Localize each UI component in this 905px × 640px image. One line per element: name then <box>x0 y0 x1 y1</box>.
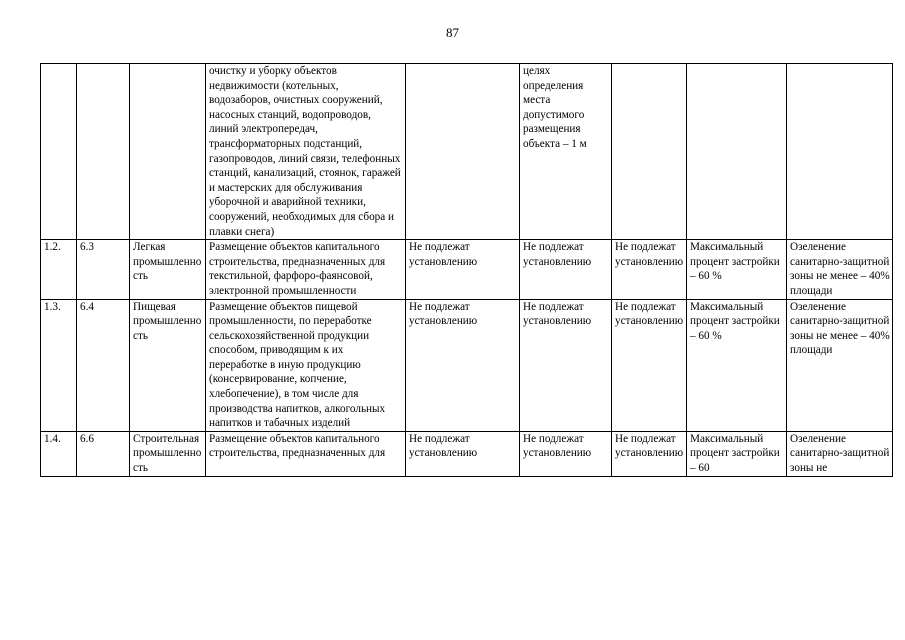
coverage-text: Максимальный процент застройки – 60 <box>690 432 780 475</box>
plot-size <box>406 64 520 240</box>
floors <box>612 431 687 476</box>
coverage: Максимальный процент застройки – 60 % <box>687 240 787 299</box>
row-number <box>41 64 77 240</box>
table-row <box>41 240 893 299</box>
setback <box>520 431 612 476</box>
plot-size-text: Не подлежат установлению <box>409 432 478 460</box>
other-params: Озеленение санитарно-защитной зоны не менее – 40% площади <box>787 299 893 431</box>
use-code <box>77 431 130 476</box>
coverage: Максимальный процент застройки – 60 % <box>687 299 787 431</box>
other-params-text: Озеленение санитарно-защитной зоны не <box>790 432 890 475</box>
other-params <box>787 64 893 240</box>
floors: Не подлежат установлению <box>612 299 687 431</box>
use-code: 6.4 <box>77 299 130 431</box>
floors-text: Не подлежат установлению <box>615 432 684 460</box>
use-name: Легкая промышленность <box>130 240 206 299</box>
use-name-text: Строительная промышленность <box>133 432 202 475</box>
setback-text: Не подлежат установлению <box>523 432 592 460</box>
other-params: Озеленение санитарно-защитной зоны не менее – 40% площади <box>787 240 893 299</box>
coverage <box>687 64 787 240</box>
use-description-text: Размещение объектов капитального строительства, предназначенных для <box>209 432 386 460</box>
row-number: 1.2. <box>41 240 77 299</box>
coverage <box>687 431 787 476</box>
use-code-text: 6.6 <box>80 432 94 445</box>
row-number-text: 1.4. <box>44 432 61 445</box>
use-code: 6.3 <box>77 240 130 299</box>
page-number: 87 <box>446 25 459 40</box>
use-name <box>130 64 206 240</box>
table-row <box>41 431 893 476</box>
use-description: Размещение объектов пищевой промышленности, по переработке сельскохозяйственной продукции способом, приводящим к их переработке в иную продукцию (консервирование, копчение, хлебопечение), в том числе для производства напитков, алкогольных напитков и табачных изделий <box>206 299 406 431</box>
setback: Не подлежат установлению <box>520 299 612 431</box>
row-number <box>41 431 77 476</box>
use-name: Пищевая промышленность <box>130 299 206 431</box>
use-description: Размещение объектов капитального строительства, предназначенных для текстильной, фарфоро-фаянсовой, электронной промышленности <box>206 240 406 299</box>
other-params <box>787 431 893 476</box>
floors <box>612 64 687 240</box>
use-description <box>206 431 406 476</box>
setback: Не подлежат установлению <box>520 240 612 299</box>
table-row <box>41 64 893 240</box>
table-row <box>41 299 893 431</box>
zoning-table <box>40 63 893 477</box>
plot-size: Не подлежат установлению <box>406 240 520 299</box>
plot-size <box>406 431 520 476</box>
use-description: очистку и уборку объектов недвижимости (котельных, водозаборов, очистных сооружений, насосных станций, водопроводов, линий электропередач, трансформаторных подстанций, газопроводов, линий связи, телефонных станций, канализаций, стоянок, гаражей и мастерских для обслуживания уборочной и аварийной техники, сооружений, необходимых для сбора и плавки снега) <box>206 64 406 240</box>
use-code <box>77 64 130 240</box>
use-name <box>130 431 206 476</box>
setback: целях определения места допустимого размещения объекта – 1 м <box>520 64 612 240</box>
floors: Не подлежат установлению <box>612 240 687 299</box>
row-number: 1.3. <box>41 299 77 431</box>
plot-size: Не подлежат установлению <box>406 299 520 431</box>
